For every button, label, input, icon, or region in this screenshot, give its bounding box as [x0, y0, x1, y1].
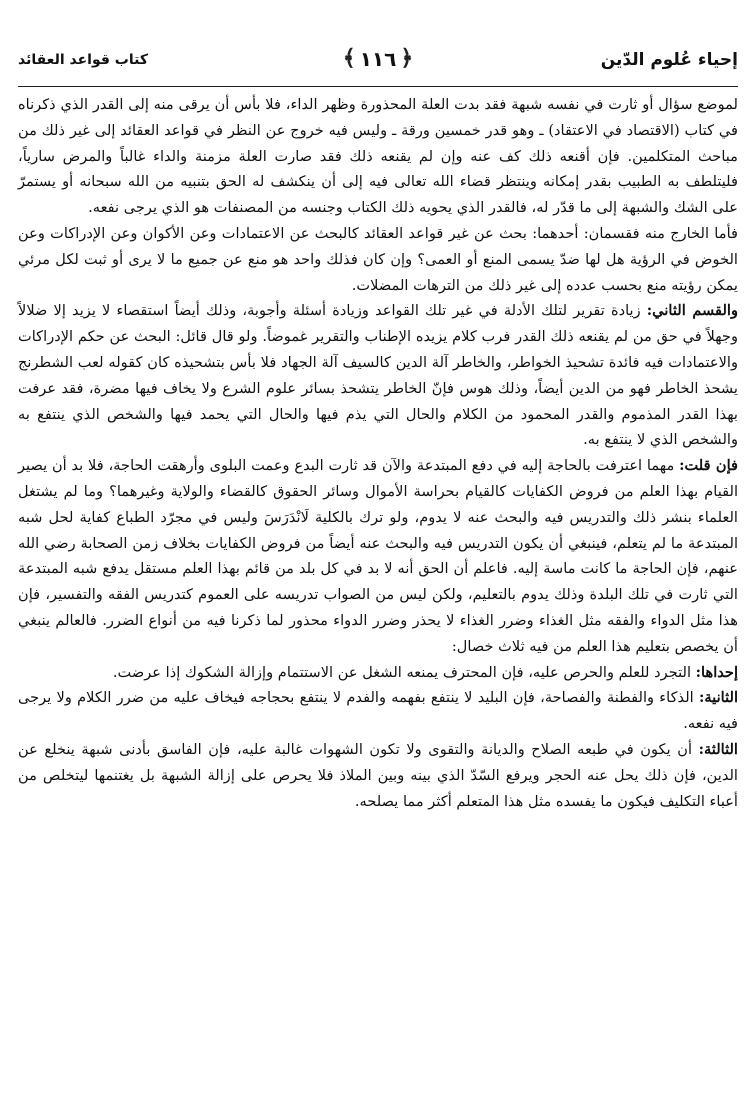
paragraph-text: التجرد للعلم والحرص عليه، فإن المحترف يمنعه الشغل عن الاستتمام وإزالة الشكوك إذا عرضت.	[112, 663, 696, 681]
page-number-block	[343, 46, 413, 71]
paragraph	[18, 92, 738, 221]
ornament-left-icon: ﴾	[342, 46, 356, 71]
paragraph	[18, 660, 738, 686]
book-title: إحياء عُلوم الدّين	[600, 50, 738, 70]
chapter-title: كتاب قواعد العقائد	[18, 52, 148, 68]
header-divider	[18, 86, 738, 87]
paragraph	[18, 453, 738, 659]
paragraph	[18, 737, 738, 814]
running-header	[18, 36, 738, 86]
ornament-right-icon: ﴿	[400, 46, 414, 71]
paragraph-lead: الثالثة:	[698, 740, 738, 758]
paragraph-text: أن يكون في طبعه الصلاح والديانة والتقوى ولا تكون الشهوات غالبة عليه، فإن الفاسق بأدنى شبهة ينخلع عن الدين، فإن ذلك يحل عنه الحجر ويرفع السّدّ الذي بينه وبين الملاذ فلا يحرص على إزالة الشبهة بل يغتنمها ليتخلص من أعباء التكليف فيكون ما يفسده مثل هذا المتعلم أكثر مما يصلحه.	[18, 740, 738, 810]
paragraph-text: لموضع سؤال أو ثارت في نفسه شبهة فقد بدت العلة المحذورة وظهر الداء، فلا بأس أن يرقى منه إلى القدر الذي ذكرناه في كتاب (الاقتصاد في الاعتقاد) ـ وهو قدر خمسين ورقة ـ وليس فيه خروج عن النظر في قواعد العقائد إلى غير ذلك من مباحث المتكلمين. فإن أقنعه ذلك كف عنه وإن لم يقنعه ذلك فقد صارت العلة مزمنة والداء غالباً والمرض سارياً، فليتلطف به الطبيب بقدر إمكانه وينتظر قضاء الله تعالى فيه إلى أن ينكشف له الحق بتنبيه من الله سبحانه أو يستمرّ على الشك والشبهة إلى ما قدّر له، فالقدر الذي يحويه ذلك الكتاب وجنسه من المصنفات هو الذي يرجى نفعه.	[18, 96, 738, 217]
paragraph	[18, 298, 738, 453]
paragraph-text: زيادة تقرير لتلك الأدلة في غير تلك القواعد وزيادة أسئلة وأجوبة، وذلك أيضاً استقصاء لا يزيد إلا ضلالاً وجهلاً في حق من لم يقنعه ذلك القدر فرب كلام يزيده الإطناب والتقرير غموضاً. ولو قال قائل: البحث عن حكم الإدراكات والاعتمادات فيه فائدة تشحيذ الخواطر، والخاطر آلة الدين كالسيف آلة الجهاد فلا بأس بتشحيذه كان كقوله لعب الشطرنج يشحذ الخاطر فهو من الدين أيضاً، وذلك هوس فإنّ الخاطر يتشحذ بسائر علوم الشرع ولا يخاف فيها مضرة، فقد عرفت بهذا القدر المذموم والقدر المحمود من الكلام والحال التي يذم فيها والحال التي يحمد فيها والشخص الذي ينتفع به والشخص الذي لا ينتفع به.	[18, 302, 738, 449]
paragraph-lead: الثانية:	[698, 689, 738, 707]
paragraph	[18, 221, 738, 298]
paragraph-lead: فإن قلت:	[679, 457, 738, 475]
paragraph-text: الذكاء والفطنة والفصاحة، فإن البليد لا ينتفع بفهمه والفدم لا ينتفع بحجاجه فيخاف عليه من ضرر الكلام ولا يرجى فيه نفعه.	[18, 689, 738, 733]
page-number: ١١٦	[359, 46, 397, 71]
paragraph	[18, 685, 738, 737]
paragraph-text: مهما اعترفت بالحاجة إليه في دفع المبتدعة والآن قد ثارت البدع وعمت البلوى وأرهقت الحاجة، فلا بد أن يصير القيام بهذا العلم من فروض الكفايات كالقيام بحراسة الأموال وسائر الحقوق كالقضاء والولاية وغيرهما؟ وما لم يشتغل العلماء بنشر ذلك والتدريس فيه والبحث عنه لا يدوم، ولو ترك بالكلية لَانْدَرَسَ وليس في مجرّد الطباع كفاية لحل شبه المبتدعة ما لم يتعلم، فينبغي أن يكون التدريس فيه والبحث عنه أيضاً من فروض الكفايات بخلاف زمن الصحابة رضي الله عنهم، فإن الحاجة ما كانت ماسة إليه. فاعلم أن الحق أنه لا بد في كل بلد من قائم بهذا العلم مستقل يدفع شبه المبتدعة التي ثارت في تلك البلدة وذلك يدوم بالتعليم، ولكن ليس من الصواب تدريسه على العموم كتدريس الفقه والتفسير، فإن هذا مثل الدواء والفقه مثل الغذاء وضرر الغذاء لا يحذر وضرر الدواء محذور لما ذكرنا فيه من أنواع الضرر. فالعالم ينبغي أن يخصص بتعليم هذا العلم من فيه ثلاث خصال:	[18, 457, 738, 655]
paragraph-lead: إحداها:	[695, 663, 738, 681]
paragraph-text: فأما الخارج منه فقسمان: أحدهما: بحث عن غير قواعد العقائد كالبحث عن الاعتمادات وعن الأكوان وعن الإدراكات وعن الخوض في الرؤية هل لها ضدّ يسمى المنع أو العمى؟ وإن كان فذلك واحد هو منع عن جميع ما لا يرى أو ثبت لكل مرئي يمكن رؤيته منع بحسب عدده إلى غير ذلك من الترهات المضلات.	[18, 224, 738, 294]
page-body	[18, 92, 738, 814]
paragraph-lead: والقسم الثاني:	[646, 302, 738, 320]
